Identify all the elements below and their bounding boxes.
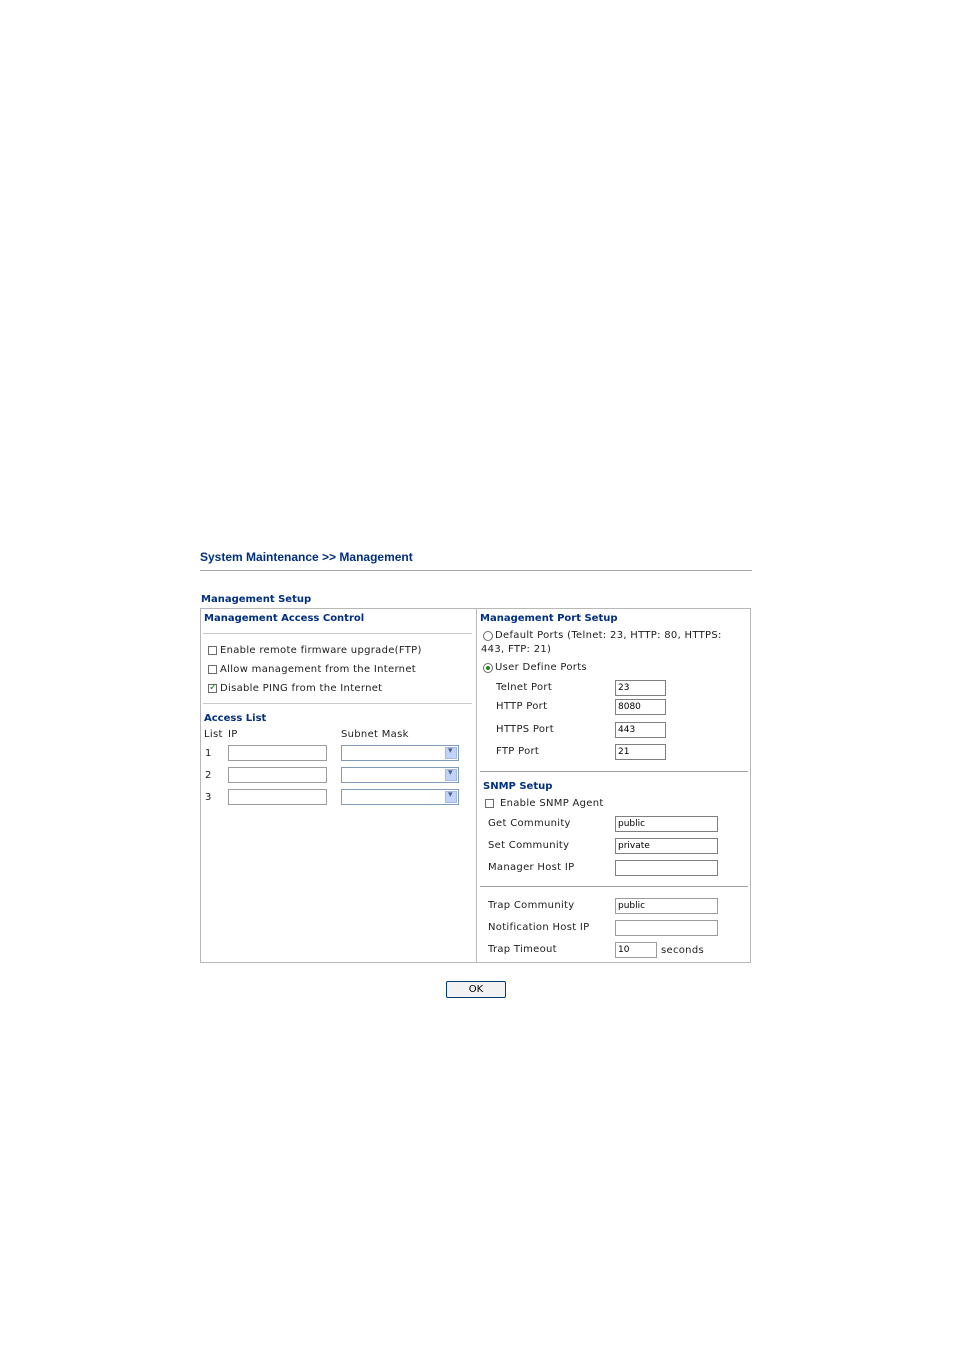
chevron-down-icon [445,747,457,759]
access-list-row-number: 1 [205,748,212,759]
snmp-setup-header: SNMP Setup [483,781,553,792]
chevron-down-icon [445,769,457,781]
access-list-row-number: 3 [205,792,212,803]
notification-host-ip-input[interactable] [615,920,718,936]
default-ports-label-continued: 443, FTP: 21) [481,644,552,655]
snmp-divider [480,771,748,772]
get-community-label: Get Community [488,818,571,829]
trap-community-label: Trap Community [488,900,575,911]
trap-community-input[interactable]: public [615,898,718,914]
disable-ping-label: Disable PING from the Internet [220,683,383,694]
access-list-divider [203,703,472,704]
user-define-ports-label: User Define Ports [495,662,587,673]
page-title: System Maintenance >> Management [200,550,413,564]
access-list-mask-column: Subnet Mask [341,729,409,740]
column-divider [476,609,477,963]
trap-timeout-unit: seconds [661,945,704,956]
access-list-ip-column: IP [228,729,238,740]
default-ports-label: Default Ports (Telnet: 23, HTTP: 80, HTTPS: [495,630,722,641]
access-list-list-column: List [204,729,223,740]
enable-snmp-checkbox[interactable] [485,799,494,808]
disable-ping-checkbox[interactable] [208,684,217,693]
ftp-port-input[interactable]: 21 [615,744,666,760]
access-list-row-number: 2 [205,770,212,781]
ok-button[interactable]: OK [446,981,506,998]
get-community-input[interactable]: public [615,816,718,832]
port-setup-header: Management Port Setup [480,613,618,624]
ftp-port-label: FTP Port [496,746,540,757]
access-list-mask-select-2[interactable] [341,767,459,783]
remote-firmware-upgrade-checkbox[interactable] [208,646,217,655]
access-list-header: Access List [204,713,267,724]
manager-host-ip-input[interactable] [615,860,718,876]
enable-snmp-label: Enable SNMP Agent [500,798,604,809]
https-port-label: HTTPS Port [496,724,554,735]
default-ports-radio[interactable] [483,631,493,641]
telnet-port-input[interactable]: 23 [615,680,666,696]
allow-internet-management-label: Allow management from the Internet [220,664,416,675]
http-port-label: HTTP Port [496,701,548,712]
allow-internet-management-checkbox[interactable] [208,665,217,674]
set-community-input[interactable]: private [615,838,718,854]
notification-host-ip-label: Notification Host IP [488,922,590,933]
set-community-label: Set Community [488,840,570,851]
trap-timeout-input[interactable]: 10 [615,942,657,958]
access-list-ip-input-1[interactable] [228,745,327,761]
title-divider [200,570,752,571]
manager-host-ip-label: Manager Host IP [488,862,575,873]
https-port-input[interactable]: 443 [615,722,666,738]
http-port-input[interactable]: 8080 [615,699,666,715]
access-control-header: Management Access Control [204,613,365,624]
section-title: Management Setup [201,594,312,605]
telnet-port-label: Telnet Port [496,682,553,693]
trap-divider [480,886,748,887]
trap-timeout-label: Trap Timeout [488,944,557,955]
access-list-mask-select-1[interactable] [341,745,459,761]
access-control-divider [203,633,472,634]
access-list-ip-input-3[interactable] [228,789,327,805]
access-list-mask-select-3[interactable] [341,789,459,805]
user-define-ports-radio[interactable] [483,663,493,673]
chevron-down-icon [445,791,457,803]
remote-firmware-upgrade-label: Enable remote firmware upgrade(FTP) [220,645,422,656]
access-list-ip-input-2[interactable] [228,767,327,783]
